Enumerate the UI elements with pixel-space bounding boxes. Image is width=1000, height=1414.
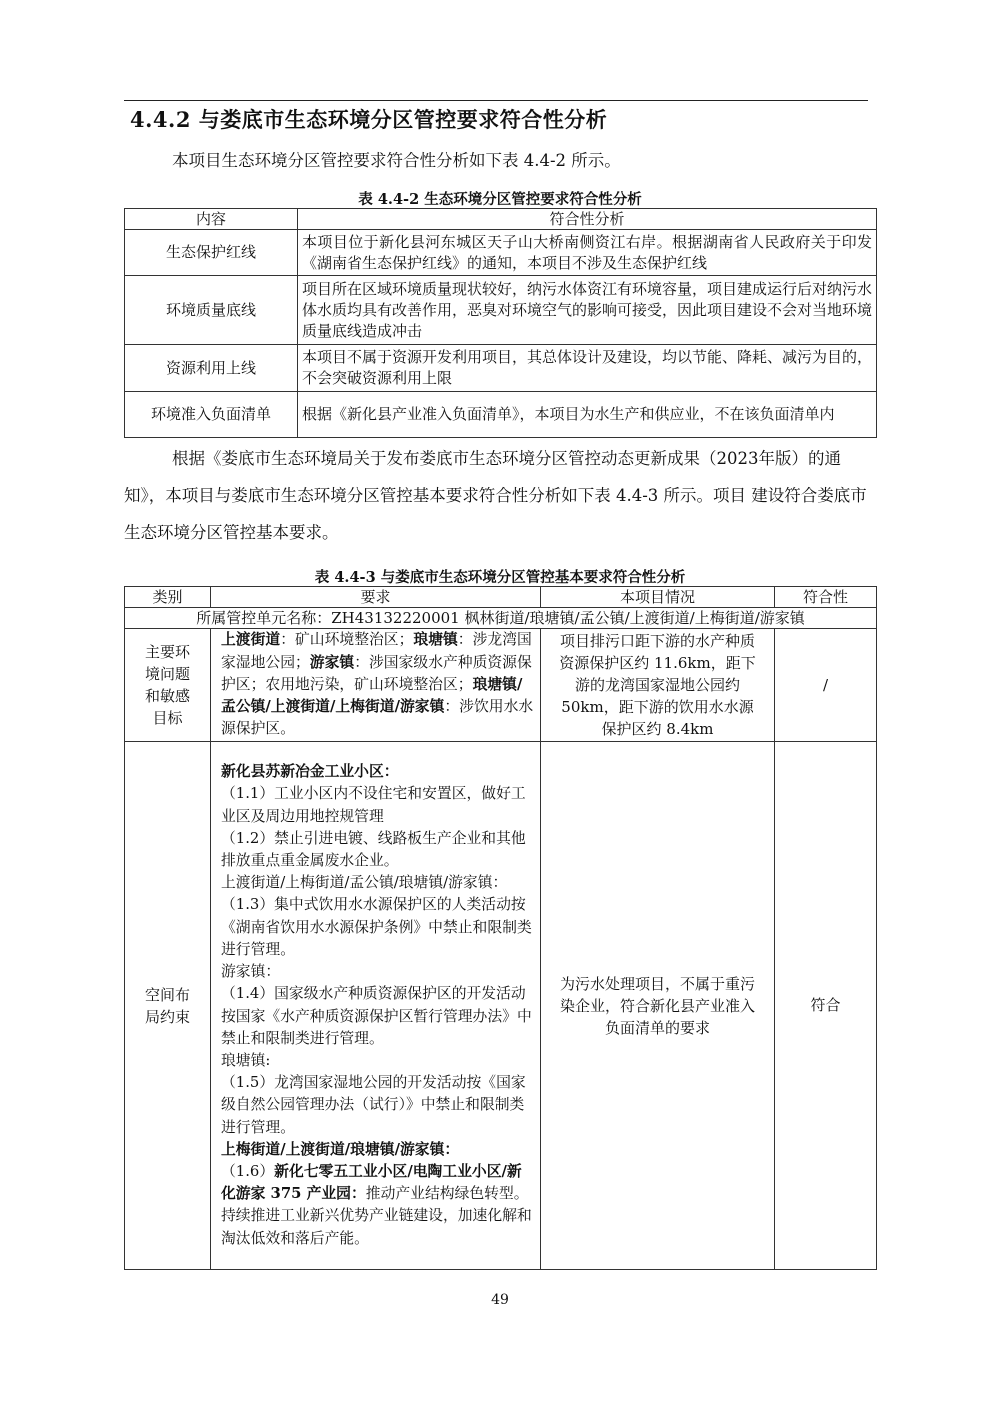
table-4-4-3 xyxy=(124,586,877,1270)
req-item: （1.2）禁止引进电镀、线路板生产企业和其他排放重点重金属废水企业。 xyxy=(221,829,526,870)
section-heading: 4.4.2 与娄底市生态环境分区管控要求符合性分析 xyxy=(130,107,608,132)
table2-caption: 表 4.4-3 与娄底市生态环境分区管控基本要求符合性分析 xyxy=(314,569,686,586)
table-row xyxy=(125,276,877,345)
header-rule xyxy=(124,100,868,101)
intro-paragraph: 本项目生态环境分区管控要求符合性分析如下表 4.4-2 所示。 xyxy=(172,151,621,170)
table1-caption: 表 4.4-2 生态环境分区管控要求符合性分析 xyxy=(358,191,642,208)
column-header: 符合性分析 xyxy=(298,209,877,230)
table-row xyxy=(125,230,877,276)
req-bold: 游家镇 xyxy=(309,653,355,671)
req-text: ：矿山环境整治区； xyxy=(280,631,414,649)
req-item-number: （1.6） xyxy=(221,1162,275,1180)
req-heading: 琅塘镇: xyxy=(221,1051,271,1069)
row-analysis: 项目所在区域环境质量现状较好，纳污水体资江有环境容量，项目建成运行后对纳污水体水质均具有改善作用，恶臭对环境空气的影响可接受，因此项目建设不会对当地环境质量底线造成冲击 xyxy=(298,276,877,345)
table-header-row xyxy=(125,209,877,230)
req-bold: 琅塘镇 xyxy=(413,631,458,649)
column-header: 符合性 xyxy=(775,587,877,608)
req-text: 推动产业结构绿色转型。持续推进工业新兴优势产业链建设，加速化解和淘汰低效和落后产能。 xyxy=(221,1185,532,1247)
req-text: ：涉国家级水产种质资源保护区；农用地污染，矿山环境整治区； xyxy=(221,653,532,693)
req-bold: 上渡街道 xyxy=(221,631,281,649)
category-cell: 主要环境问题和敏感目标 xyxy=(125,629,211,742)
situation-cell: 为污水处理项目，不属于重污染企业，符合新化县产业准入负面清单的要求 xyxy=(541,742,775,1270)
req-heading: 新化县苏新冶金工业小区： xyxy=(221,763,399,781)
row-analysis: 根据《新化县产业准入负面清单》，本项目为水生产和供应业，不在该负面清单内 xyxy=(298,392,877,438)
req-text: ：涉饮用水水源保护区。 xyxy=(221,698,534,738)
table-4-4-2 xyxy=(124,208,877,438)
req-item: （1.5）龙湾国家湿地公园的开发活动按《国家级自然公园管理办法（试行）》中禁止和限制类进行管理。 xyxy=(221,1074,526,1136)
unit-row xyxy=(125,608,877,629)
column-header: 内容 xyxy=(125,209,298,230)
column-header: 要求 xyxy=(211,587,541,608)
row-item: 环境准入负面清单 xyxy=(125,392,298,438)
req-heading: 上梅街道/上渡街道/琅塘镇/游家镇： xyxy=(221,1140,460,1158)
req-bold: 新化七零五工业小区/电陶工业小区/新化游家 375 产业园： xyxy=(221,1162,522,1203)
req-item: （1.1）工业小区内不设住宅和安置区，做好工业区及周边用地控规管理 xyxy=(221,785,526,825)
column-header: 类别 xyxy=(125,587,211,608)
table-row xyxy=(125,392,877,438)
row-item: 生态保护红线 xyxy=(125,230,298,276)
row-analysis: 本项目不属于资源开发利用项目，其总体设计及建设，均以节能、降耗、减污为目的，不会突破资源利用上限 xyxy=(298,345,877,392)
control-unit-name: 所属管控单元名称：ZH43132220001 枫林街道/琅塘镇/孟公镇/上渡街道/上梅街道/游家镇 xyxy=(125,608,877,629)
compliance-cell: / xyxy=(775,629,877,742)
situation-cell: 项目排污口距下游的水产种质资源保护区约 11.6km，距下游的龙湾国家湿地公园约 50km，距下游的饮用水水源保护区约 8.4km xyxy=(541,629,775,742)
row-analysis: 本项目位于新化县河东城区天子山大桥南侧资江右岸。根据湖南省人民政府关于印发《湖南省生态保护红线》的通知，本项目不涉及生态保护红线 xyxy=(298,230,877,276)
req-heading: 游家镇： xyxy=(221,963,281,981)
req-item xyxy=(221,1161,534,1250)
table-row xyxy=(125,742,877,1270)
req-item: （1.4）国家级水产种质资源保护区的开发活动按国家《水产种质资源保护区暂行管理办法》中禁止和限制类进行管理。 xyxy=(221,985,532,1047)
body-paragraph: 根据《娄底市生态环境局关于发布娄底市生态环境分区管控动态更新成果（2023年版）的通知》，本项目与娄底市生态环境分区管控基本要求符合性分析如下表 4.4-3 所示。项目 建设符合娄底市生态环境分区管控基本要求。 xyxy=(124,449,867,542)
compliance-cell: 符合 xyxy=(775,742,877,1270)
req-item: （1.3）集中式饮用水水源保护区的人类活动按《湖南省饮用水水源保护条例》中禁止和限制类进行管理。 xyxy=(221,896,532,958)
table-header-row xyxy=(125,587,877,608)
page-number: 49 xyxy=(491,1292,509,1308)
row-item: 环境质量底线 xyxy=(125,276,298,345)
req-heading: 上渡街道/上梅街道/孟公镇/琅塘镇/游家镇： xyxy=(221,874,508,892)
requirement-cell xyxy=(211,742,541,1270)
table-row xyxy=(125,629,877,742)
category-cell: 空间布局约束 xyxy=(125,742,211,1270)
req-bold: 琅塘镇/孟公镇/上渡街道/上梅街道/游家镇 xyxy=(221,675,523,716)
column-header: 本项目情况 xyxy=(541,587,775,608)
requirement-cell xyxy=(211,629,541,742)
req-text: ：涉龙湾国家湿地公园； xyxy=(221,631,532,671)
table-row xyxy=(125,345,877,392)
row-item: 资源利用上线 xyxy=(125,345,298,392)
